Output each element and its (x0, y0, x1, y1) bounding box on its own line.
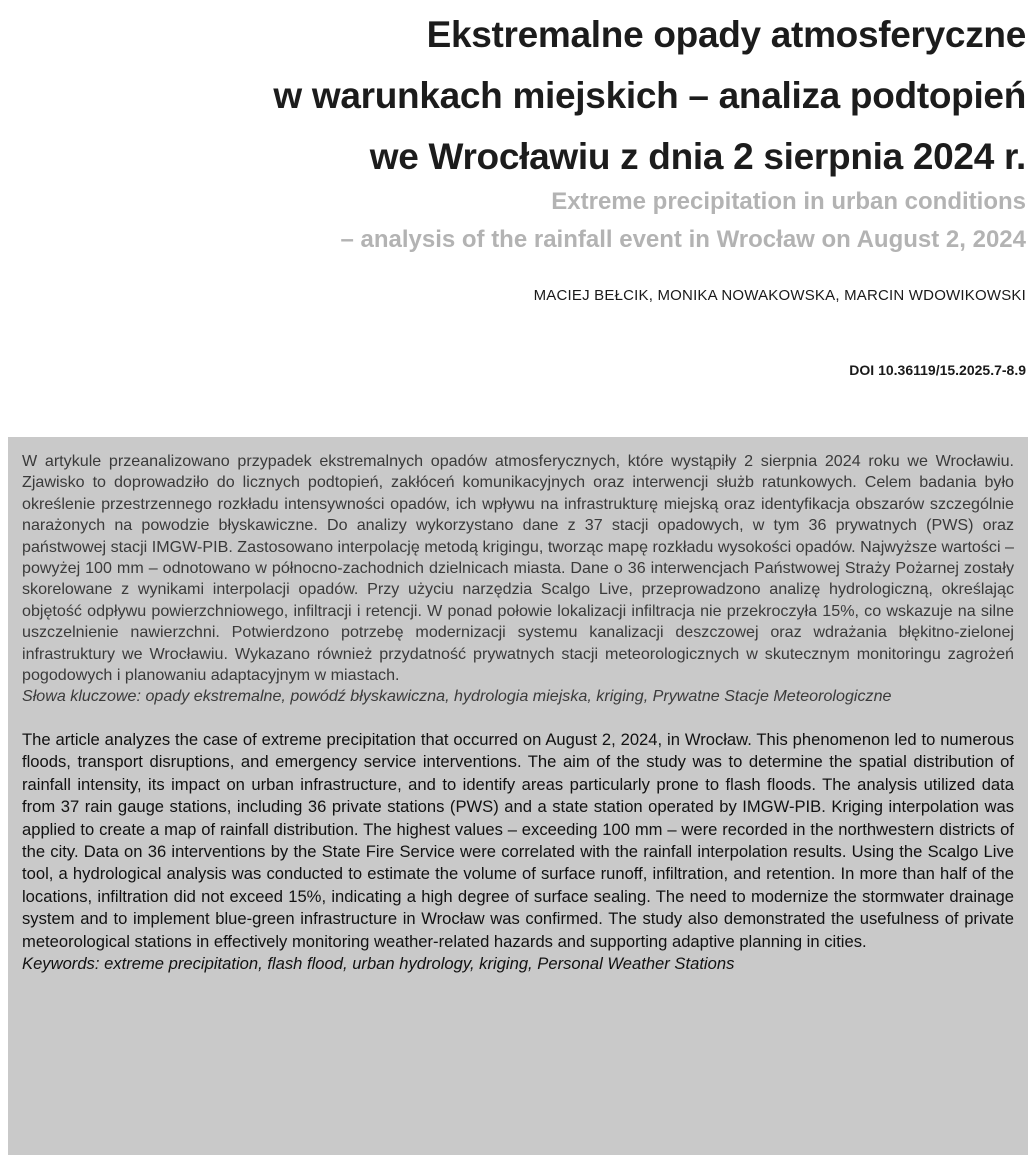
abstract-box (8, 437, 1028, 1155)
doi: DOI 10.36119/15.2025.7-8.9 (849, 362, 1026, 378)
title-english-line: Extreme precipitation in urban conditions (551, 188, 1026, 215)
title-polish-line: Ekstremalne opady atmosferyczne (426, 14, 1026, 55)
abstract-polish: W artykule przeanalizowano przypadek ekstremalnych opadów atmosferycznych, które wystąpiły 2 sierpnia 2024 roku we Wrocławiu. Zjawisko to doprowadziło do licznych podtopień, zakłóceń komunikacyjnych oraz interwencji służb ratunkowych. Celem badania było określenie przestrzennego rozkładu intensywności opadów, ich wpływu na infrastrukturę miejską oraz identyfikacja obszarów szczególnie narażonych na powodzie błyskawiczne. Do analizy wykorzystano dane z 37 stacji opadowych, w tym 36 prywatnych (PWS) oraz państwowej stacji IMGW-PIB. Zastosowano interpolację metodą krigingu, tworząc mapę rozkładu wysokości opadów. Najwyższe wartości – powyżej 100 mm – odnotowano w północno-zachodnich dzielnicach miasta. Dane o 36 interwencjach Państwowej Straży Pożarnej zostały skorelowane z wynikami interpolacji opadów. Przy użyciu narzędzia Scalgo Live, przeprowadzono analizę hydrologiczną, określając objętość odpływu powierzchniowego, infiltracji i retencji. W ponad połowie lokalizacji infiltracja nie przekroczyła 15%, co wskazuje na silne uszczelnienie nawierzchni. Potwierdzono potrzebę modernizacji systemu kanalizacji deszczowej oraz wdrażania błękitno-zielonej infrastruktury we Wrocławiu. Wykazano również przydatność prywatnych stacji meteorologicznych w skutecznym monitoringu zagrożeń pogodowych i planowaniu adaptacyjnym w miastach. (22, 452, 1014, 685)
keywords-english: Keywords: extreme precipitation, flash flood, urban hydrology, kriging, Personal Weather Stations (22, 953, 735, 973)
title-polish-line: we Wrocławiu z dnia 2 sierpnia 2024 r. (369, 136, 1026, 177)
title-polish-line: w warunkach miejskich – analiza podtopień (273, 75, 1026, 116)
title-english (26, 183, 1026, 259)
title-polish (26, 4, 1026, 187)
abstract-english: The article analyzes the case of extreme precipitation that occurred on August 2, 2024, in Wrocław. This phenomenon led to numerous floods, transport disruptions, and emergency service interventions. The aim of the study was to determine the spatial distribution of rainfall intensity, its impact on urban infrastructure, and to identify areas particularly prone to flash floods. The analysis utilized data from 37 rain gauge stations, including 36 private stations (PWS) and a state station operated by IMGW-PIB. Kriging interpolation was applied to create a map of rainfall distribution. The highest values – exceeding 100 mm – were recorded in the northwestern districts of the city. Data on 36 interventions by the State Fire Service were correlated with the rainfall interpolation results. Using the Scalgo Live tool, a hydrological analysis was conducted to estimate the volume of surface runoff, infiltration, and retention. In more than half of the locations, infiltration did not exceed 15%, indicating a high degree of surface sealing. The need to modernize the stormwater drainage system and to implement blue-green infrastructure in Wrocław was confirmed. The study also demonstrated the usefulness of private meteorological stations in effectively monitoring weather-related hazards and supporting adaptive planning in cities. (22, 729, 1014, 951)
authors: MACIEJ BEŁCIK, MONIKA NOWAKOWSKA, MARCIN WDOWIKOWSKI (533, 287, 1026, 304)
keywords-polish: Słowa kluczowe: opady ekstremalne, powódź błyskawiczna, hydrologia miejska, kriging, Prywatne Stacje Meteorologiczne (22, 687, 892, 706)
title-english-line: – analysis of the rainfall event in Wrocław on August 2, 2024 (340, 226, 1026, 253)
